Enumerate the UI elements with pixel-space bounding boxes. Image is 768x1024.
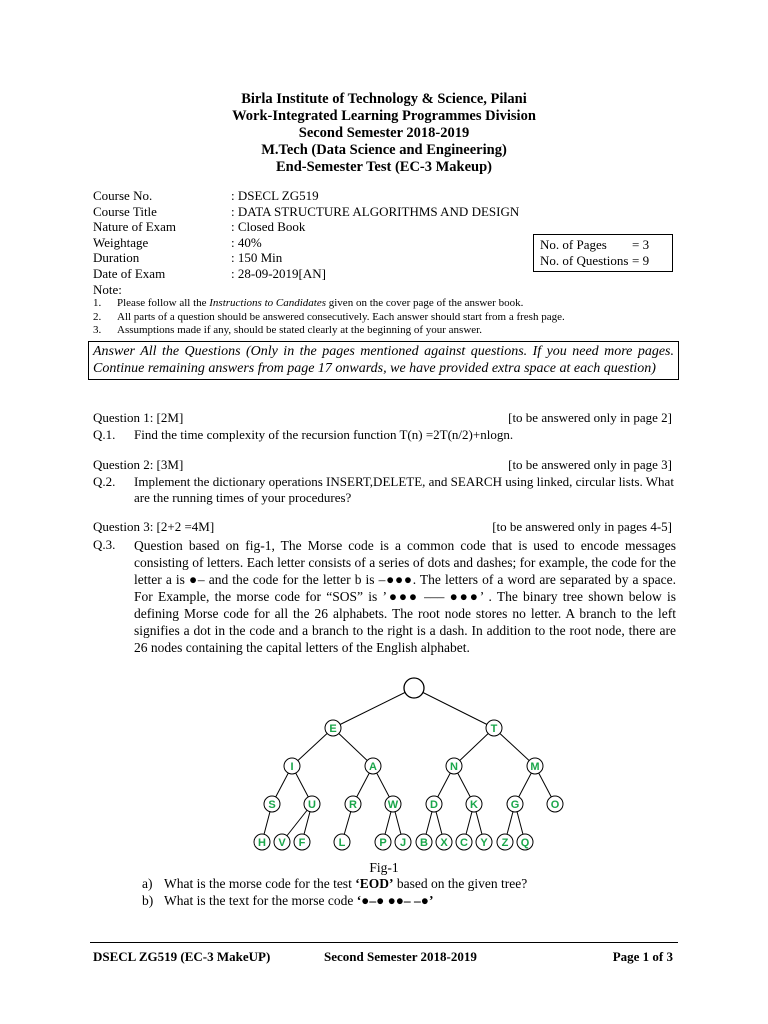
course-row-value: : Closed Book xyxy=(231,219,306,234)
course-row-value: : 28-09-2019[AN] xyxy=(231,265,326,281)
q2-text: Implement the dictionary operations INSERT,DELETE, and SEARCH using linked, circular lists. What are the running times of your procedures? xyxy=(134,474,674,505)
footer-rule xyxy=(90,942,678,943)
tree-node-m xyxy=(527,758,543,774)
tree-node-r xyxy=(345,796,361,812)
footer-course: DSECL ZG519 (EC-3 MakeUP) xyxy=(93,949,271,964)
tree-node-v xyxy=(274,834,290,850)
tree-node-label: G xyxy=(510,799,520,811)
tree-node-label: D xyxy=(430,799,438,811)
tree-node-i xyxy=(284,758,300,774)
tree-node-label: M xyxy=(530,761,540,773)
tree-letter-nodes xyxy=(254,720,563,850)
semester: Second Semester 2018-2019 xyxy=(298,125,470,141)
subquestion-b-label: b) xyxy=(142,893,154,908)
tree-node-label: X xyxy=(440,837,448,849)
tree-node-q xyxy=(517,834,533,850)
notes-list xyxy=(93,297,683,338)
tree-node-label: W xyxy=(387,799,399,811)
note-number: 1. xyxy=(93,297,102,309)
tree-node-b xyxy=(416,834,432,850)
tree-edges xyxy=(262,688,555,842)
tree-node-w xyxy=(385,796,401,812)
tree-node-label: Q xyxy=(520,837,530,849)
tree-node-label: U xyxy=(308,799,316,811)
tree-node-label: C xyxy=(460,837,468,849)
tree-node-k xyxy=(466,796,482,812)
tree-node-label: L xyxy=(338,837,346,849)
tree-node-label: N xyxy=(450,761,458,773)
q1-heading: Question 1: [2M] xyxy=(93,410,184,425)
q3-page-note: [to be answered only in pages 4-5] xyxy=(492,519,672,534)
subquestion-a-text: What is the morse code for the test xyxy=(164,876,356,891)
subquestion-b-text: What is the text for the morse code xyxy=(164,893,357,908)
note-item xyxy=(93,324,683,338)
tree-node-z xyxy=(497,834,513,850)
course-row-value: : DATA STRUCTURE ALGORITHMS AND DESIGN xyxy=(231,203,520,219)
course-row-value: : 40% xyxy=(231,234,262,250)
tree-node-s xyxy=(264,796,280,812)
q3-number: Q.3. xyxy=(93,537,116,552)
tree-node-j xyxy=(395,834,411,850)
q2-heading: Question 2: [3M] xyxy=(93,457,184,472)
subquestion-b xyxy=(164,893,433,909)
institute-name: Birla Institute of Technology & Science, Pilani xyxy=(241,91,527,107)
tree-node-u xyxy=(304,796,320,812)
tree-node-label: B xyxy=(420,837,428,849)
note-text: Please follow all the xyxy=(117,297,210,309)
footer-semester: Second Semester 2018-2019 xyxy=(324,949,477,964)
note-item xyxy=(93,297,683,311)
note-text: given on the cover page of the answer book. xyxy=(326,297,524,309)
pages-info-box xyxy=(533,234,673,272)
subquestion-a-emphasis: ‘EOD’ xyxy=(355,876,394,891)
course-row xyxy=(93,266,533,282)
tree-node-d xyxy=(426,796,442,812)
course-row-label: Weightage xyxy=(93,234,149,250)
subquestion-b-emphasis: ‘●–● ●●– –●’ xyxy=(356,893,434,908)
tree-node-t xyxy=(486,720,502,736)
tree-node-label: S xyxy=(268,799,276,811)
tree-node-label: F xyxy=(298,837,306,849)
questions-value: = 9 xyxy=(632,253,650,268)
course-row-label: Nature of Exam xyxy=(93,219,177,234)
tree-node-n xyxy=(446,758,462,774)
course-row xyxy=(93,235,533,251)
tree-node-label: R xyxy=(349,799,357,811)
course-row xyxy=(93,204,533,220)
exam-title: End-Semester Test (EC-3 Makeup) xyxy=(275,159,493,175)
pages-value: = 3 xyxy=(632,237,650,252)
subquestion-a-label: a) xyxy=(142,876,153,891)
tree-node-label: T xyxy=(490,723,498,735)
tree-node-h xyxy=(254,834,270,850)
tree-node-label: Y xyxy=(480,837,488,849)
tree-node-x xyxy=(436,834,452,850)
course-row-label: Course No. xyxy=(93,188,153,203)
tree-node-label: P xyxy=(379,837,387,849)
instruction-box: Answer All the Questions (Only in the pages mentioned against questions. If you need more pages. Continue remaining answers from page 17 onwards, we have provided extra space at each question) xyxy=(88,341,679,380)
subquestion-a-text: based on the given tree? xyxy=(393,876,528,891)
tree-node-l xyxy=(334,834,350,850)
note-number: 2. xyxy=(93,310,102,323)
q2-number: Q.2. xyxy=(93,474,116,489)
tree-node-label: V xyxy=(278,837,286,849)
tree-node-label: A xyxy=(369,761,377,773)
tree-node-e xyxy=(325,720,341,736)
course-row xyxy=(93,188,533,204)
course-row-label: Duration xyxy=(93,250,140,265)
q1-page-note: [to be answered only in page 2] xyxy=(508,410,672,425)
tree-node-label: I xyxy=(290,761,294,773)
tree-node-f xyxy=(294,834,310,850)
tree-node-label: J xyxy=(399,837,407,849)
subquestion-a xyxy=(164,876,527,892)
note-emphasis: Instructions to Candidates xyxy=(209,297,326,309)
q3-heading: Question 3: [2+2 =4M] xyxy=(93,519,215,534)
tree-root-node xyxy=(404,678,424,698)
note-item xyxy=(93,311,683,325)
tree-node-p xyxy=(375,834,391,850)
course-row xyxy=(93,250,533,266)
course-row-label: Course Title xyxy=(93,203,157,219)
q3-text: Question based on fig-1, The Morse code is a common code that is used to encode messages consisting of letters. Each letter consists of a series of dots and dashes; for example, the code for the letter a is ●– and the code for the letter b is –●●●. The letters of a word are separated by a space. For Example, the morse code for “SOS” is ’●●● ––– ●●●’ . The binary tree shown below is defining Morse code for all the 26 alphabets. The root node stores no letter. A branch to the left signifies a dot in the code and a branch to the right is a dash. In addition to the root node, there are 26 nodes containing the capital letters of the English alphabet. xyxy=(134,538,676,655)
tree-node-label: H xyxy=(258,837,266,849)
morse-tree-figure xyxy=(0,670,768,860)
q1-number: Q.1. xyxy=(93,427,116,442)
programme: M.Tech (Data Science and Engineering) xyxy=(261,142,507,158)
note-number: 3. xyxy=(93,324,102,336)
course-row-value: : 150 Min xyxy=(231,250,283,265)
figure-caption: Fig-1 xyxy=(369,860,399,875)
note-title: Note: xyxy=(93,282,122,297)
tree-node-label: E xyxy=(329,723,337,735)
questions-label: No. of Questions xyxy=(540,253,629,268)
tree-node-label: O xyxy=(550,799,560,811)
tree-node-y xyxy=(476,834,492,850)
tree-node-o xyxy=(547,796,563,812)
q1-text: Find the time complexity of the recursion function T(n) =2T(n/2)+nlogn. xyxy=(134,427,514,442)
tree-node-a xyxy=(365,758,381,774)
division-name: Work-Integrated Learning Programmes Division xyxy=(232,108,536,124)
note-text: Assumptions made if any, should be stated clearly at the beginning of your answer. xyxy=(117,324,482,336)
course-row xyxy=(93,219,533,235)
course-row-label: Date of Exam xyxy=(93,265,166,281)
q2-page-note: [to be answered only in page 3] xyxy=(508,457,672,472)
tree-node-c xyxy=(456,834,472,850)
course-details xyxy=(93,188,533,281)
tree-node-label: K xyxy=(470,799,478,811)
course-row-value: : DSECL ZG519 xyxy=(231,188,319,203)
pages-label: No. of Pages xyxy=(540,237,607,252)
tree-node-label: Z xyxy=(501,837,509,849)
footer-page-number: Page 1 of 3 xyxy=(612,949,673,964)
note-text: All parts of a question should be answered consecutively. Each answer should start from a fresh page. xyxy=(117,310,565,323)
tree-node-g xyxy=(507,796,523,812)
